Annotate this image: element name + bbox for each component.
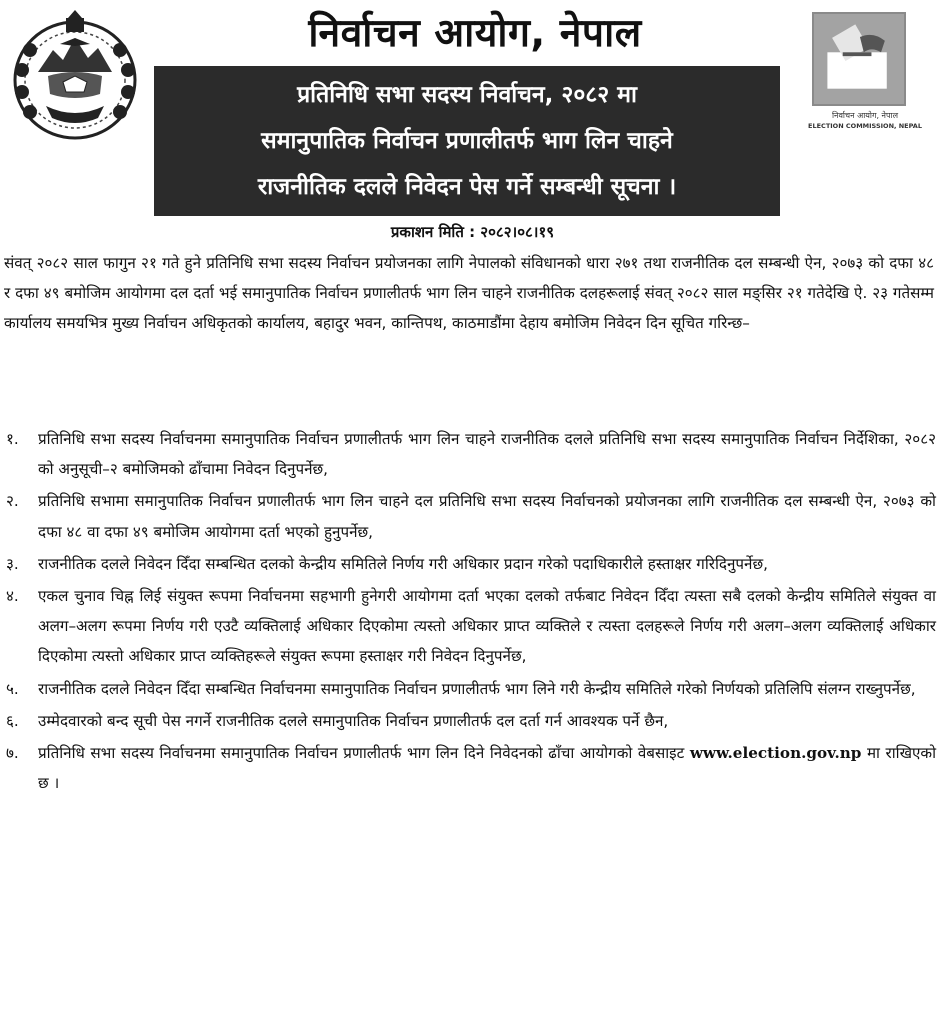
list-item (0, 486, 936, 546)
list-item (0, 581, 936, 672)
intro-paragraph: संवत् २०८२ साल फागुन २१ गते हुने प्रतिनिधि सभा सदस्य निर्वाचन प्रयोजनका लागि नेपालको संविधानको धारा २७१ तथा राजनीतिक दल सम्बन्धी ऐन, २०७३ को दफा ४८ र दफा ४९ बमोजिम आयोगमा दल दर्ता भई समानुपातिक निर्वाचन प्रणालीतर्फ भाग लिन चाहने राजनीतिक दलहरूलाई संवत् २०८२ साल मङ्सिर २१ गतेदेखि ऐ. २३ गतेसम्म कार्यालय समयभित्र मुख्य निर्वाचन अधिकृतको कार्यालय, बहादुर भवन, कान्तिपथ, काठमाडौंमा देहाय बमोजिम निवेदन दिन सूचित गरिन्छ– (4, 254, 934, 333)
nepal-emblem-logo (8, 10, 142, 142)
item-number: ७. (6, 744, 19, 763)
election-commission-logo-caption (794, 110, 936, 132)
item-number: ६. (6, 711, 19, 730)
item-number: ३. (6, 554, 19, 573)
list-item (0, 549, 936, 579)
website-link[interactable]: www.election.gov.np (689, 744, 862, 763)
item-text: उम्मेदवारको बन्द सूची पेस नगर्ने राजनीतिक दलले समानुपातिक निर्वाचन प्रणालीतर्फ दल दर्ता गर्न आवश्यक पर्ने छैन, (38, 711, 669, 730)
item-text: एकल चुनाव चिह्न लिई संयुक्त रूपमा निर्वाचनमा सहभागी हुनेगरी आयोगमा दर्ता भएका दलको तर्फबाट निवेदन दिँदा त्यस्ता सबै दलको केन्द्रीय समितिले संयुक्त वा अलग–अलग रूपमा निर्णय गरी एउटै व्यक्तिलाई अधिकार दिएकोमा त्यस्तो अधिकार प्राप्त व्यक्तिले र त्यस्ता दलहरूले निर्णय गरी अलग–अलग व्यक्तिलाई अधिकार दिएकोमा त्यस्तो अधिकार प्राप्त व्यक्तिहरूले संयुक्त रूपमा हस्ताक्षर गरी निवेदन दिनुपर्नेछ, (38, 587, 936, 666)
logo-caption-en: ELECTION COMMISSION, NEPAL (808, 122, 922, 130)
item-text: प्रतिनिधि सभा सदस्य निर्वाचनमा समानुपातिक निर्वाचन प्रणालीतर्फ भाग लिन चाहने राजनीतिक दलले प्रतिनिधि सभा सदस्य समानुपातिक निर्वाचन निर्देशिका, २०८२ को अनुसूची–२ बमोजिमको ढाँचामा निवेदन दिनुपर्नेछ, (38, 430, 936, 479)
item-number: ५. (6, 679, 19, 698)
logo-caption-np: निर्वाचन आयोग, नेपाल (831, 111, 899, 120)
subject-line-1: प्रतिनिधि सभा सदस्य निर्वाचन, २०८२ मा (297, 82, 637, 108)
item-text-after: मा राखिएको छ । (38, 744, 936, 793)
subject-line-2: समानुपातिक निर्वाचन प्रणालीतर्फ भाग लिन चाहने (261, 128, 673, 154)
list-item (0, 424, 936, 484)
item-number: १. (6, 430, 19, 448)
page-title: निर्वाचन आयोग, नेपाल (308, 11, 642, 56)
subject-line-3: राजनीतिक दलले निवेदन पेस गर्ने सम्बन्धी सूचना । (257, 174, 677, 200)
election-commission-logo (812, 12, 906, 106)
item-text: राजनीतिक दलले निवेदन दिँदा सम्बन्धित निर्वाचनमा समानुपातिक निर्वाचन प्रणालीतर्फ भाग लिने गरी केन्द्रीय समितिले गरेको निर्णयको प्रतिलिपि संलग्न राख्नुपर्नेछ, (38, 679, 916, 698)
item-text: प्रतिनिधि सभामा समानुपातिक निर्वाचन प्रणालीतर्फ भाग लिन चाहने दल प्रतिनिधि सभा सदस्य निर्वाचनको प्रयोजनका लागि राजनीतिक दल सम्बन्धी ऐन, २०७३ को दफा ४८ वा दफा ४९ बमोजिम आयोगमा दर्ता भएको हुनुपर्नेछ, (38, 492, 936, 541)
notice-items-list (0, 424, 936, 800)
item-text: राजनीतिक दलले निवेदन दिँदा सम्बन्धित दलको केन्द्रीय समितिले निर्णय गरी अधिकार प्रदान गरेको पदाधिकारीले हस्ताक्षर गरिदिनुपर्नेछ, (38, 554, 768, 573)
item-number: ४. (6, 587, 19, 606)
list-item (0, 674, 936, 704)
publication-date: प्रकाशन मिति : २०८२।०८।१९ (390, 223, 555, 241)
list-item (0, 706, 936, 736)
item-text (38, 738, 936, 798)
notice-subject-banner (154, 66, 780, 216)
list-item (0, 738, 936, 798)
item-text-before: प्रतिनिधि सभा सदस्य निर्वाचनमा समानुपातिक निर्वाचन प्रणालीतर्फ भाग लिन दिने निवेदनको ढाँचा आयोगको वेबसाइट (38, 744, 685, 763)
item-number: २. (6, 492, 19, 511)
